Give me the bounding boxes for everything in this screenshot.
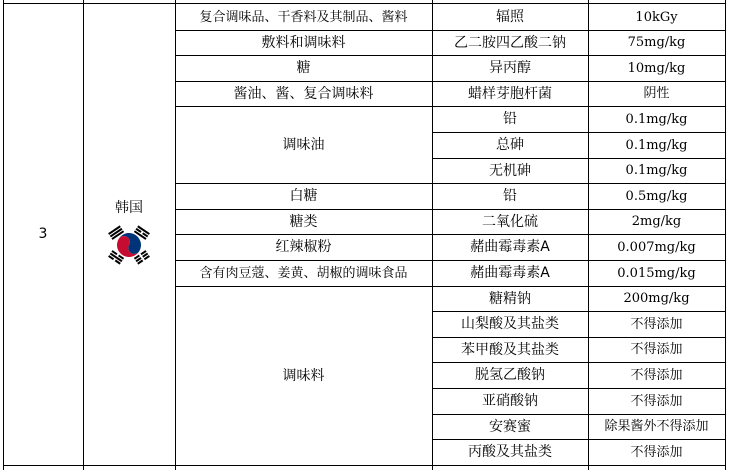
limit-cell <box>588 234 725 260</box>
limit-cell-text: 0.1mg/kg <box>625 111 688 127</box>
test-item-cell-text: 苯甲酸及其盐类 <box>461 341 559 358</box>
limit-cell-text: 0.5mg/kg <box>625 188 688 204</box>
test-item-cell-text: 辐照 <box>496 9 524 25</box>
test-item-cell <box>432 362 588 388</box>
test-item-cell <box>432 414 588 439</box>
food-category-cell <box>175 183 432 209</box>
limit-cell <box>588 260 725 286</box>
test-item-cell <box>432 439 588 465</box>
limit-cell-text: 阴性 <box>643 86 670 101</box>
test-item-cell-text: 丙酸及其盐类 <box>468 444 552 460</box>
food-category-cell-text: 调味油 <box>282 136 325 153</box>
test-item-cell-text: 亚硝酸钠 <box>482 393 538 409</box>
food-category-cell-text: 红辣椒粉 <box>275 239 332 255</box>
limit-cell-text: 不得添加 <box>630 444 683 460</box>
limit-cell-text: 不得添加 <box>630 393 683 409</box>
limit-cell-text: 10mg/kg <box>627 60 686 76</box>
food-category-cell-text: 含有肉豆蔻、姜黄、胡椒的调味食品 <box>199 265 408 281</box>
food-category-cell-text: 酱油、酱、复合调味料 <box>233 85 374 102</box>
food-category-cell-text: 糖类 <box>289 213 318 230</box>
test-item-cell <box>432 286 588 311</box>
limit-cell <box>588 439 725 465</box>
test-item-cell-text: 无机砷 <box>489 162 531 179</box>
test-item-cell <box>432 55 588 81</box>
test-item-cell-text: 异丙醇 <box>489 60 531 76</box>
food-category-cell <box>175 55 432 81</box>
limit-cell <box>588 286 725 311</box>
south-korea-flag-icon <box>107 223 151 267</box>
limit-cell-text: 不得添加 <box>630 342 683 357</box>
test-item-cell <box>432 260 588 286</box>
test-item-cell <box>432 106 588 132</box>
limit-cell-text: 不得添加 <box>630 316 683 332</box>
limit-cell <box>588 81 725 106</box>
test-item-cell <box>432 30 588 55</box>
food-category-cell-text: 复合调味品、干香料及其制品、酱料 <box>199 9 408 25</box>
food-category-cell-text: 敷料和调味料 <box>261 34 346 51</box>
test-item-cell-text: 山梨酸及其盐类 <box>461 316 559 332</box>
limit-cell <box>588 106 725 132</box>
test-item-cell-text: 二氧化硫 <box>482 213 538 230</box>
table-right-border <box>725 0 726 470</box>
test-item-cell <box>432 4 588 30</box>
test-item-cell-text: 糖精钠 <box>489 290 531 307</box>
test-item-cell-text: 赭曲霉毒素A <box>470 265 550 281</box>
food-category-cell-text: 调味料 <box>282 367 325 384</box>
limit-cell <box>588 55 725 81</box>
limit-cell <box>588 30 725 55</box>
test-item-cell-text: 乙二胺四乙酸二钠 <box>454 34 566 51</box>
food-category-cell <box>175 81 432 106</box>
limit-cell <box>588 158 725 183</box>
limit-cell <box>588 362 725 388</box>
limit-cell-text: 10kGy <box>635 9 678 25</box>
food-category-cell-text: 白糖 <box>289 188 318 204</box>
test-item-cell <box>432 81 588 106</box>
limit-cell <box>588 183 725 209</box>
limit-cell <box>588 414 725 439</box>
test-item-cell <box>432 388 588 414</box>
limit-cell-text: 0.1mg/kg <box>625 137 688 153</box>
test-item-cell <box>432 337 588 362</box>
limit-cell <box>588 132 725 158</box>
limit-cell-text: 0.015mg/kg <box>617 265 696 281</box>
limit-cell <box>588 388 725 414</box>
limit-cell-text: 2mg/kg <box>631 214 682 229</box>
country-cell <box>83 4 175 464</box>
food-category-cell <box>175 4 432 30</box>
country-name: 韩国 <box>115 200 143 216</box>
test-item-cell <box>432 234 588 260</box>
table-bottom-border <box>3 465 726 466</box>
food-category-cell <box>175 260 432 286</box>
test-item-cell <box>432 183 588 209</box>
limit-cell <box>588 209 725 234</box>
food-category-cell <box>175 209 432 234</box>
test-item-cell-text: 安赛蜜 <box>489 418 531 435</box>
test-item-cell-text: 铅 <box>503 111 517 127</box>
test-item-cell <box>432 311 588 337</box>
food-category-cell <box>175 30 432 55</box>
limit-cell-text: 除果酱外不得添加 <box>604 419 709 434</box>
test-item-cell <box>432 158 588 183</box>
limit-cell-text: 0.007mg/kg <box>617 239 696 255</box>
test-item-cell <box>432 132 588 158</box>
food-category-cell <box>175 234 432 260</box>
test-item-cell-text: 铅 <box>503 188 517 204</box>
row-number-cell <box>3 4 83 464</box>
test-item-cell-text: 脱氢乙酸钠 <box>475 367 545 383</box>
test-item-cell-text: 蜡样芽胞杆菌 <box>468 85 552 102</box>
food-category-cell-text: 糖 <box>296 60 311 76</box>
food-category-cell <box>175 286 432 465</box>
row-number: 3 <box>38 226 48 242</box>
limit-cell-text: 200mg/kg <box>623 291 690 306</box>
test-item-cell-text: 赭曲霉毒素A <box>470 239 550 255</box>
limit-cell <box>588 311 725 337</box>
limit-cell-text: 不得添加 <box>630 367 683 383</box>
test-item-cell <box>432 209 588 234</box>
limit-cell <box>588 337 725 362</box>
limit-cell-text: 75mg/kg <box>627 35 686 50</box>
test-item-cell-text: 总砷 <box>496 137 524 153</box>
limit-cell <box>588 4 725 30</box>
food-category-cell <box>175 106 432 183</box>
limit-cell-text: 0.1mg/kg <box>625 163 688 178</box>
